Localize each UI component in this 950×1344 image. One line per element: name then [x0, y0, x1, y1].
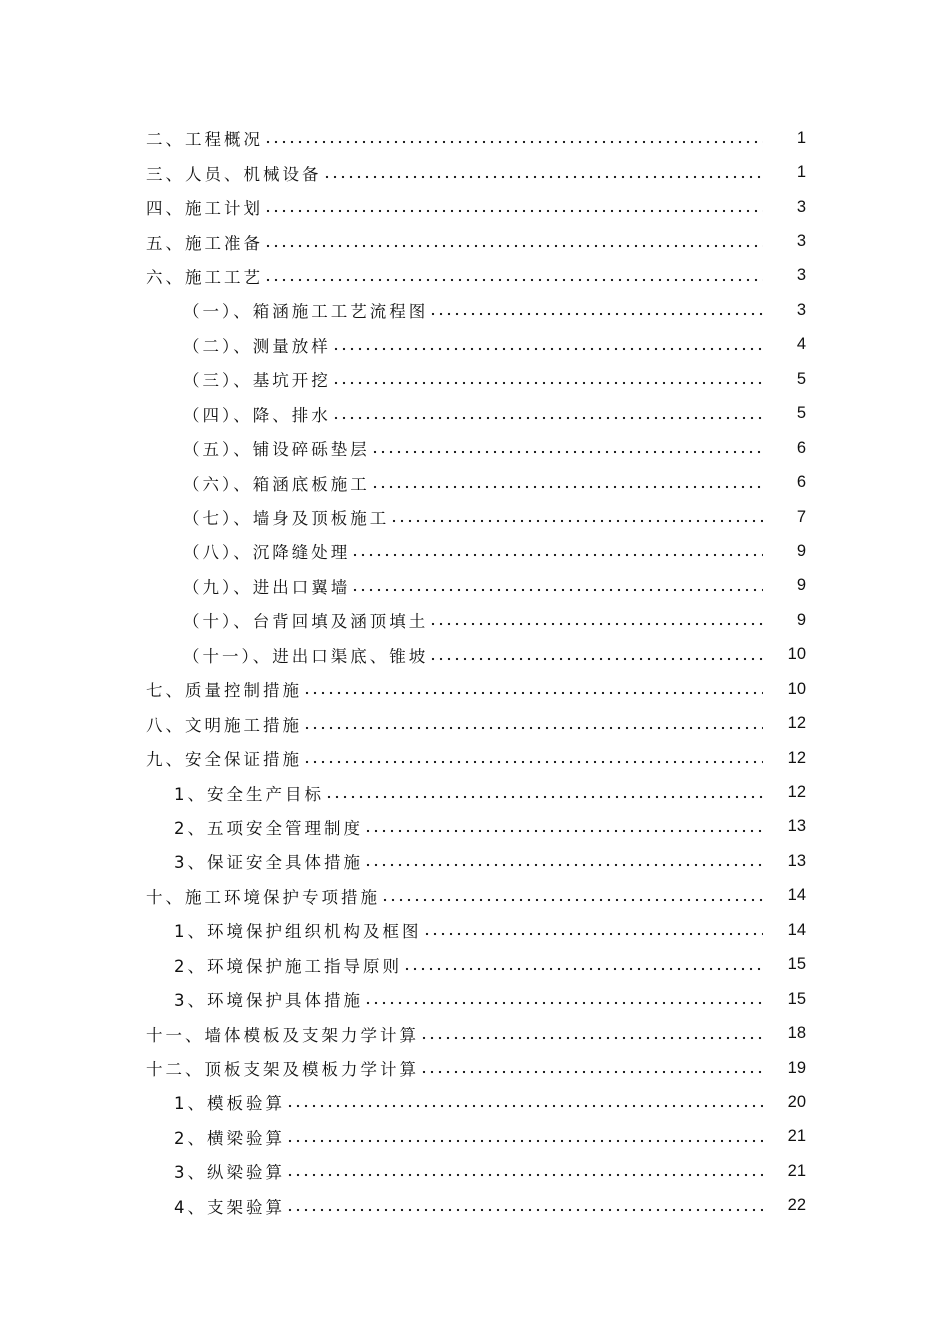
- toc-page-number: 21: [787, 1127, 806, 1146]
- toc-dot-leader: [264, 232, 763, 252]
- toc-page-number: 12: [787, 748, 806, 767]
- toc-page-number: 21: [787, 1161, 806, 1180]
- toc-entry[interactable]: [0, 913, 950, 947]
- toc-entry-title: （八）、沉降缝处理: [183, 543, 351, 563]
- toc-dot-leader: [286, 1161, 763, 1181]
- toc-page-number: 4: [796, 335, 806, 354]
- toc-entry-title: 十二、顶板支架及模板力学计算: [146, 1060, 419, 1080]
- toc-entry-title: （十一）、进出口渠底、锥坡: [183, 646, 429, 666]
- toc-entry-title: 1、模板验算: [174, 1094, 285, 1114]
- toc-page-number: 18: [787, 1024, 806, 1043]
- toc-dot-leader: [332, 404, 763, 424]
- toc-entry[interactable]: [0, 190, 950, 224]
- toc-entry[interactable]: [0, 397, 950, 431]
- toc-page-number: 3: [796, 197, 806, 216]
- toc-entry-title: 4、支架验算: [174, 1197, 285, 1217]
- toc-dot-leader: [420, 1058, 763, 1078]
- toc-entry[interactable]: [0, 672, 950, 706]
- toc-entry[interactable]: [0, 603, 950, 637]
- toc-dot-leader: [325, 783, 763, 803]
- toc-entry[interactable]: [0, 879, 950, 913]
- toc-dot-leader: [286, 1127, 763, 1147]
- toc-entry[interactable]: [0, 1051, 950, 1085]
- toc-entry[interactable]: [0, 741, 950, 775]
- toc-dot-leader: [264, 266, 763, 286]
- toc-entry[interactable]: [0, 1154, 950, 1188]
- toc-page-number: 15: [787, 989, 806, 1008]
- toc-dot-leader: [371, 473, 763, 493]
- toc-entry-title: 二、工程概况: [146, 130, 263, 150]
- toc-entry[interactable]: [0, 465, 950, 499]
- toc-entry[interactable]: [0, 569, 950, 603]
- toc-entry-title: （二）、测量放样: [183, 336, 331, 356]
- toc-page-number: 9: [796, 610, 806, 629]
- toc-entry[interactable]: [0, 431, 950, 465]
- toc-page-number: 22: [787, 1196, 806, 1215]
- toc-entry[interactable]: [0, 844, 950, 878]
- toc-entry[interactable]: [0, 706, 950, 740]
- toc-page-number: 5: [796, 369, 806, 388]
- toc-entry-title: 十一、墙体模板及支架力学计算: [146, 1025, 419, 1045]
- toc-page-number: 1: [796, 128, 806, 147]
- toc-dot-leader: [323, 163, 764, 183]
- toc-entry-title: （七）、墙身及顶板施工: [183, 509, 390, 529]
- toc-dot-leader: [364, 817, 763, 837]
- toc-dot-leader: [264, 128, 763, 148]
- toc-page-number: 5: [796, 404, 806, 423]
- toc-dot-leader: [303, 679, 763, 699]
- toc-dot-leader: [303, 748, 763, 768]
- toc-dot-leader: [332, 369, 763, 389]
- toc-page-number: 3: [796, 266, 806, 285]
- toc-entry[interactable]: [0, 1016, 950, 1050]
- toc-entry-title: 1、安全生产目标: [174, 784, 324, 804]
- toc-dot-leader: [351, 541, 763, 561]
- toc-entry[interactable]: [0, 948, 950, 982]
- toc-entry[interactable]: [0, 500, 950, 534]
- toc-entry-title: 十、施工环境保护专项措施: [146, 887, 380, 907]
- toc-dot-leader: [429, 300, 763, 320]
- toc-page-number: 13: [787, 817, 806, 836]
- toc-dot-leader: [429, 645, 763, 665]
- toc-page-number: 14: [787, 886, 806, 905]
- toc-dot-leader: [390, 507, 763, 527]
- toc-dot-leader: [286, 1092, 763, 1112]
- toc-entry-title: 3、保证安全具体措施: [174, 853, 363, 873]
- toc-page-number: 14: [787, 920, 806, 939]
- toc-entry-title: （九）、进出口翼墙: [183, 577, 351, 597]
- toc-page-number: 9: [796, 576, 806, 595]
- toc-entry-title: 3、环境保护具体措施: [174, 991, 363, 1011]
- toc-entry-title: 九、安全保证措施: [146, 750, 302, 770]
- toc-page-number: 3: [796, 232, 806, 251]
- toc-page-number: 9: [796, 541, 806, 560]
- toc-dot-leader: [286, 1196, 763, 1216]
- toc-entry-title: （六）、箱涵底板施工: [183, 474, 370, 494]
- toc-dot-leader: [351, 576, 763, 596]
- toc-entry[interactable]: [0, 1189, 950, 1223]
- toc-entry-title: 七、质量控制措施: [146, 681, 302, 701]
- toc-page-number: 6: [796, 473, 806, 492]
- toc-entry-title: 2、五项安全管理制度: [174, 818, 363, 838]
- toc-entry-title: 2、环境保护施工指导原则: [174, 956, 402, 976]
- toc-entry-title: 1、环境保护组织机构及框图: [174, 922, 422, 942]
- toc-entry-title: （一）、箱涵施工工艺流程图: [183, 302, 429, 322]
- toc-page-number: 10: [787, 645, 806, 664]
- toc-page-number: 3: [796, 300, 806, 319]
- toc-dot-leader: [429, 610, 763, 630]
- toc-page-number: 6: [796, 438, 806, 457]
- toc-entry-title: （三）、基坑开挖: [183, 371, 331, 391]
- toc-entry[interactable]: [0, 534, 950, 568]
- toc-dot-leader: [264, 197, 763, 217]
- toc-entry[interactable]: [0, 1085, 950, 1119]
- toc-dot-leader: [332, 335, 763, 355]
- toc-page-number: 19: [787, 1058, 806, 1077]
- toc-entry[interactable]: [0, 155, 950, 189]
- toc-dot-leader: [423, 920, 764, 940]
- toc-dot-leader: [403, 955, 763, 975]
- toc-entry[interactable]: [0, 259, 950, 293]
- toc-dot-leader: [364, 851, 763, 871]
- toc-entry[interactable]: [0, 328, 950, 362]
- toc-entry-title: 四、施工计划: [146, 199, 263, 219]
- toc-page-number: 20: [787, 1092, 806, 1111]
- toc-page-number: 12: [787, 714, 806, 733]
- toc-entry-title: （四）、降、排水: [183, 405, 331, 425]
- toc-entry-title: 2、横梁验算: [174, 1128, 285, 1148]
- toc-entry[interactable]: [0, 982, 950, 1016]
- toc-entry[interactable]: [0, 224, 950, 258]
- toc-dot-leader: [420, 1024, 763, 1044]
- toc-entry-title: （五）、铺设碎砾垫层: [183, 440, 370, 460]
- toc-page-number: 7: [796, 507, 806, 526]
- table-of-contents: [0, 121, 950, 1223]
- toc-page-number: 13: [787, 851, 806, 870]
- toc-entry[interactable]: [0, 293, 950, 327]
- toc-page-number: 1: [796, 163, 806, 182]
- toc-entry-title: 三、人员、机械设备: [146, 164, 322, 184]
- toc-dot-leader: [381, 886, 763, 906]
- toc-entry[interactable]: [0, 121, 950, 155]
- toc-entry-title: 六、施工工艺: [146, 267, 263, 287]
- toc-entry[interactable]: [0, 810, 950, 844]
- toc-dot-leader: [371, 438, 763, 458]
- toc-entry[interactable]: [0, 362, 950, 396]
- toc-entry-title: 3、纵梁验算: [174, 1163, 285, 1183]
- toc-entry[interactable]: [0, 775, 950, 809]
- toc-entry-title: 八、文明施工措施: [146, 715, 302, 735]
- toc-dot-leader: [303, 714, 763, 734]
- toc-page-number: 10: [787, 679, 806, 698]
- toc-page-number: 12: [787, 783, 806, 802]
- toc-entry[interactable]: [0, 1120, 950, 1154]
- toc-dot-leader: [364, 989, 763, 1009]
- toc-entry-title: 五、施工准备: [146, 233, 263, 253]
- toc-entry[interactable]: [0, 638, 950, 672]
- toc-entry-title: （十）、台背回填及涵顶填土: [183, 612, 429, 632]
- toc-page-number: 15: [787, 955, 806, 974]
